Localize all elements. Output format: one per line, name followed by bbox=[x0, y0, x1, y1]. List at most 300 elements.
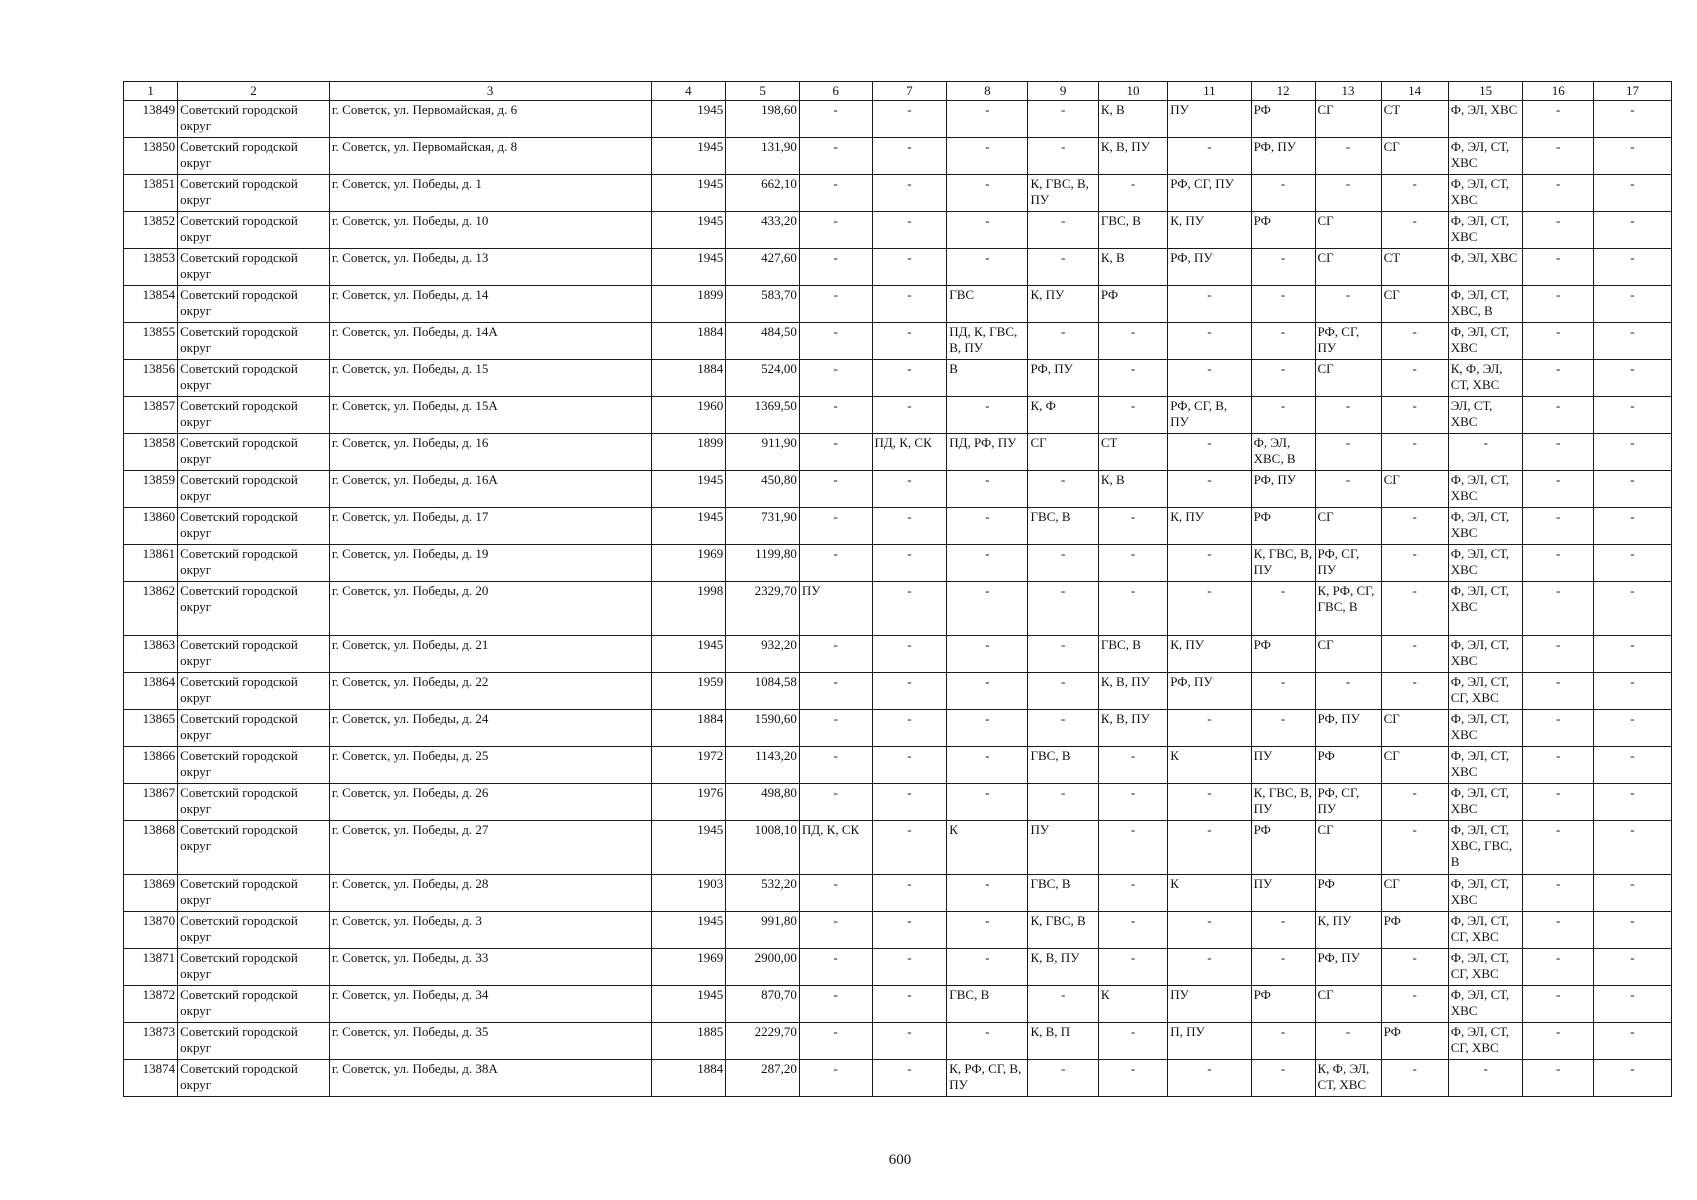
column-number-row bbox=[124, 82, 1672, 101]
cell-year: 1945 bbox=[651, 821, 726, 875]
cell-col-16: - bbox=[1523, 949, 1593, 986]
cell-municipality: Советский городской округ bbox=[178, 747, 330, 784]
cell-col-9: - bbox=[1028, 249, 1098, 286]
column-number-12: 12 bbox=[1251, 82, 1315, 101]
cell-year: 1945 bbox=[651, 175, 726, 212]
table-row bbox=[124, 912, 1672, 949]
cell-col-16: - bbox=[1523, 986, 1593, 1023]
cell-col-16: - bbox=[1523, 875, 1593, 912]
cell-year: 1969 bbox=[651, 545, 726, 582]
cell-col-13: СГ bbox=[1315, 101, 1381, 138]
cell-col-8: ПД, РФ, ПУ bbox=[947, 434, 1028, 471]
cell-address: г. Советск, ул. Победы, д. 20 bbox=[329, 582, 651, 636]
cell-col-7: - bbox=[872, 471, 947, 508]
cell-area: 433,20 bbox=[726, 212, 800, 249]
cell-col-17: - bbox=[1593, 949, 1671, 986]
cell-address: г. Советск, ул. Победы, д. 14А bbox=[329, 323, 651, 360]
cell-col-6: - bbox=[799, 212, 872, 249]
cell-col-13: РФ, СГ, ПУ bbox=[1315, 784, 1381, 821]
cell-col-16: - bbox=[1523, 1023, 1593, 1060]
housing-register-table bbox=[123, 81, 1672, 1097]
cell-col-8: - bbox=[947, 673, 1028, 710]
cell-year: 1959 bbox=[651, 673, 726, 710]
cell-col-12: Ф, ЭЛ, ХВС, В bbox=[1251, 434, 1315, 471]
cell-address: г. Советск, ул. Победы, д. 14 bbox=[329, 286, 651, 323]
cell-col-14: СГ bbox=[1381, 875, 1448, 912]
cell-col-17: - bbox=[1593, 434, 1671, 471]
cell-record-number: 13874 bbox=[124, 1060, 178, 1097]
cell-col-13: - bbox=[1315, 175, 1381, 212]
cell-record-number: 13856 bbox=[124, 360, 178, 397]
cell-municipality: Советский городской округ bbox=[178, 212, 330, 249]
cell-year: 1884 bbox=[651, 710, 726, 747]
cell-area: 1369,50 bbox=[726, 397, 800, 434]
cell-col-7: - bbox=[872, 138, 947, 175]
cell-col-6: - bbox=[799, 286, 872, 323]
cell-year: 1945 bbox=[651, 471, 726, 508]
cell-col-8: - bbox=[947, 784, 1028, 821]
table-row bbox=[124, 582, 1672, 636]
cell-col-14: - bbox=[1381, 212, 1448, 249]
cell-area: 2229,70 bbox=[726, 1023, 800, 1060]
cell-area: 932,20 bbox=[726, 636, 800, 673]
cell-col-9: РФ, ПУ bbox=[1028, 360, 1098, 397]
cell-col-7: - bbox=[872, 175, 947, 212]
table-row bbox=[124, 710, 1672, 747]
cell-col-11: К, ПУ bbox=[1168, 636, 1251, 673]
cell-year: 1885 bbox=[651, 1023, 726, 1060]
column-number-1: 1 bbox=[124, 82, 178, 101]
cell-col-17: - bbox=[1593, 1023, 1671, 1060]
cell-col-11: РФ, ПУ bbox=[1168, 249, 1251, 286]
cell-col-16: - bbox=[1523, 323, 1593, 360]
cell-col-8: - bbox=[947, 545, 1028, 582]
cell-col-11: К bbox=[1168, 875, 1251, 912]
cell-col-12: - bbox=[1251, 949, 1315, 986]
cell-col-9: - bbox=[1028, 784, 1098, 821]
cell-col-15: К, Ф, ЭЛ, СТ, ХВС bbox=[1448, 360, 1523, 397]
cell-col-15: Ф, ЭЛ, СТ, ХВС bbox=[1448, 784, 1523, 821]
cell-col-8: - bbox=[947, 710, 1028, 747]
cell-col-8: - bbox=[947, 912, 1028, 949]
cell-col-13: РФ bbox=[1315, 875, 1381, 912]
cell-col-9: - bbox=[1028, 1060, 1098, 1097]
cell-col-10: - bbox=[1098, 912, 1167, 949]
cell-record-number: 13859 bbox=[124, 471, 178, 508]
cell-col-6: - bbox=[799, 636, 872, 673]
table-row bbox=[124, 249, 1672, 286]
cell-col-13: РФ, ПУ bbox=[1315, 710, 1381, 747]
cell-col-10: К, В bbox=[1098, 101, 1167, 138]
cell-address: г. Советск, ул. Победы, д. 34 bbox=[329, 986, 651, 1023]
cell-col-10: - bbox=[1098, 582, 1167, 636]
cell-municipality: Советский городской округ bbox=[178, 949, 330, 986]
cell-col-13: СГ bbox=[1315, 360, 1381, 397]
column-number-9: 9 bbox=[1028, 82, 1098, 101]
cell-col-10: К, В bbox=[1098, 471, 1167, 508]
cell-address: г. Советск, ул. Победы, д. 15 bbox=[329, 360, 651, 397]
cell-col-15: Ф, ЭЛ, СТ, ХВС bbox=[1448, 545, 1523, 582]
cell-col-12: - bbox=[1251, 323, 1315, 360]
cell-col-17: - bbox=[1593, 1060, 1671, 1097]
cell-col-7: - bbox=[872, 101, 947, 138]
cell-col-14: - bbox=[1381, 821, 1448, 875]
cell-year: 1903 bbox=[651, 875, 726, 912]
cell-col-10: - bbox=[1098, 1060, 1167, 1097]
cell-col-14: РФ bbox=[1381, 1023, 1448, 1060]
cell-col-12: РФ bbox=[1251, 986, 1315, 1023]
cell-col-12: - bbox=[1251, 1060, 1315, 1097]
cell-col-6: - bbox=[799, 747, 872, 784]
cell-col-17: - bbox=[1593, 821, 1671, 875]
cell-col-13: К, Ф, ЭЛ, СТ, ХВС bbox=[1315, 1060, 1381, 1097]
cell-col-10: - bbox=[1098, 360, 1167, 397]
cell-col-9: ГВС, В bbox=[1028, 875, 1098, 912]
table-row bbox=[124, 508, 1672, 545]
cell-col-14: СГ bbox=[1381, 138, 1448, 175]
cell-col-10: ГВС, В bbox=[1098, 212, 1167, 249]
cell-address: г. Советск, ул. Победы, д. 21 bbox=[329, 636, 651, 673]
cell-col-17: - bbox=[1593, 360, 1671, 397]
cell-municipality: Советский городской округ bbox=[178, 101, 330, 138]
cell-col-7: - bbox=[872, 747, 947, 784]
cell-col-6: - bbox=[799, 360, 872, 397]
cell-col-8: ГВС, В bbox=[947, 986, 1028, 1023]
cell-record-number: 13872 bbox=[124, 986, 178, 1023]
cell-municipality: Советский городской округ bbox=[178, 784, 330, 821]
cell-municipality: Советский городской округ bbox=[178, 434, 330, 471]
cell-col-6: - bbox=[799, 434, 872, 471]
cell-col-6: - bbox=[799, 101, 872, 138]
cell-col-13: - bbox=[1315, 471, 1381, 508]
cell-col-7: - bbox=[872, 249, 947, 286]
cell-col-11: - bbox=[1168, 434, 1251, 471]
column-number-8: 8 bbox=[947, 82, 1028, 101]
cell-col-8: - bbox=[947, 249, 1028, 286]
cell-col-10: К bbox=[1098, 986, 1167, 1023]
cell-col-9: - bbox=[1028, 545, 1098, 582]
cell-address: г. Советск, ул. Победы, д. 15А bbox=[329, 397, 651, 434]
cell-col-17: - bbox=[1593, 545, 1671, 582]
cell-col-11: - bbox=[1168, 582, 1251, 636]
cell-record-number: 13849 bbox=[124, 101, 178, 138]
cell-col-10: - bbox=[1098, 175, 1167, 212]
cell-address: г. Советск, ул. Победы, д. 13 bbox=[329, 249, 651, 286]
cell-col-16: - bbox=[1523, 101, 1593, 138]
cell-year: 1969 bbox=[651, 949, 726, 986]
cell-col-15: Ф, ЭЛ, СТ, ХВС bbox=[1448, 710, 1523, 747]
cell-col-12: - bbox=[1251, 710, 1315, 747]
cell-col-11: - bbox=[1168, 1060, 1251, 1097]
cell-col-13: СГ bbox=[1315, 636, 1381, 673]
cell-address: г. Советск, ул. Победы, д. 16 bbox=[329, 434, 651, 471]
cell-col-16: - bbox=[1523, 710, 1593, 747]
cell-col-7: - bbox=[872, 710, 947, 747]
cell-col-6: ПУ bbox=[799, 582, 872, 636]
cell-col-17: - bbox=[1593, 508, 1671, 545]
cell-col-12: ПУ bbox=[1251, 747, 1315, 784]
table-row bbox=[124, 784, 1672, 821]
cell-col-15: Ф, ЭЛ, СТ, СГ, ХВС bbox=[1448, 1023, 1523, 1060]
cell-col-8: - bbox=[947, 471, 1028, 508]
cell-col-9: - bbox=[1028, 582, 1098, 636]
cell-col-14: СГ bbox=[1381, 710, 1448, 747]
cell-area: 532,20 bbox=[726, 875, 800, 912]
cell-area: 1199,80 bbox=[726, 545, 800, 582]
cell-col-17: - bbox=[1593, 912, 1671, 949]
cell-address: г. Советск, ул. Победы, д. 28 bbox=[329, 875, 651, 912]
cell-area: 731,90 bbox=[726, 508, 800, 545]
cell-col-15: Ф, ЭЛ, СТ, ХВС bbox=[1448, 323, 1523, 360]
cell-col-16: - bbox=[1523, 286, 1593, 323]
cell-col-13: - bbox=[1315, 673, 1381, 710]
table-row bbox=[124, 821, 1672, 875]
column-number-16: 16 bbox=[1523, 82, 1593, 101]
cell-address: г. Советск, ул. Победы, д. 25 bbox=[329, 747, 651, 784]
cell-col-9: - bbox=[1028, 673, 1098, 710]
cell-address: г. Советск, ул. Победы, д. 3 bbox=[329, 912, 651, 949]
table-row bbox=[124, 397, 1672, 434]
cell-col-14: РФ bbox=[1381, 912, 1448, 949]
cell-col-7: - bbox=[872, 212, 947, 249]
cell-record-number: 13866 bbox=[124, 747, 178, 784]
cell-col-17: - bbox=[1593, 175, 1671, 212]
cell-area: 662,10 bbox=[726, 175, 800, 212]
cell-col-12: РФ bbox=[1251, 212, 1315, 249]
cell-record-number: 13854 bbox=[124, 286, 178, 323]
column-number-14: 14 bbox=[1381, 82, 1448, 101]
cell-col-6: - bbox=[799, 1023, 872, 1060]
cell-municipality: Советский городской округ bbox=[178, 821, 330, 875]
table-row bbox=[124, 434, 1672, 471]
cell-col-13: СГ bbox=[1315, 986, 1381, 1023]
cell-col-16: - bbox=[1523, 784, 1593, 821]
cell-col-14: - bbox=[1381, 1060, 1448, 1097]
cell-col-13: СГ bbox=[1315, 249, 1381, 286]
cell-col-12: - bbox=[1251, 360, 1315, 397]
cell-col-13: РФ, СГ, ПУ bbox=[1315, 323, 1381, 360]
cell-year: 1945 bbox=[651, 912, 726, 949]
column-number-17: 17 bbox=[1593, 82, 1671, 101]
cell-col-12: РФ, ПУ bbox=[1251, 138, 1315, 175]
cell-col-15: Ф, ЭЛ, СТ, ХВС bbox=[1448, 138, 1523, 175]
cell-col-14: - bbox=[1381, 175, 1448, 212]
cell-col-7: - bbox=[872, 1060, 947, 1097]
table-row bbox=[124, 673, 1672, 710]
cell-col-16: - bbox=[1523, 747, 1593, 784]
cell-year: 1945 bbox=[651, 249, 726, 286]
cell-col-12: - bbox=[1251, 249, 1315, 286]
cell-col-11: - bbox=[1168, 784, 1251, 821]
cell-col-7: - bbox=[872, 397, 947, 434]
cell-col-14: - bbox=[1381, 949, 1448, 986]
cell-col-15: Ф, ЭЛ, СТ, ХВС, В bbox=[1448, 286, 1523, 323]
cell-col-7: - bbox=[872, 1023, 947, 1060]
cell-col-9: К, В, ПУ bbox=[1028, 949, 1098, 986]
cell-address: г. Советск, ул. Первомайская, д. 6 bbox=[329, 101, 651, 138]
cell-address: г. Советск, ул. Победы, д. 27 bbox=[329, 821, 651, 875]
cell-col-10: - bbox=[1098, 323, 1167, 360]
cell-col-16: - bbox=[1523, 212, 1593, 249]
cell-col-8: - bbox=[947, 949, 1028, 986]
table-row bbox=[124, 101, 1672, 138]
cell-area: 450,80 bbox=[726, 471, 800, 508]
cell-col-10: - bbox=[1098, 397, 1167, 434]
cell-col-14: СГ bbox=[1381, 286, 1448, 323]
table-row bbox=[124, 1023, 1672, 1060]
column-number-10: 10 bbox=[1098, 82, 1167, 101]
cell-col-17: - bbox=[1593, 875, 1671, 912]
cell-col-12: - bbox=[1251, 673, 1315, 710]
cell-col-8: - bbox=[947, 138, 1028, 175]
cell-col-6: - bbox=[799, 673, 872, 710]
table-row bbox=[124, 212, 1672, 249]
cell-address: г. Советск, ул. Победы, д. 1 bbox=[329, 175, 651, 212]
cell-record-number: 13861 bbox=[124, 545, 178, 582]
cell-col-13: К, ПУ bbox=[1315, 912, 1381, 949]
cell-col-11: РФ, СГ, ПУ bbox=[1168, 175, 1251, 212]
cell-col-12: РФ bbox=[1251, 508, 1315, 545]
cell-col-7: - bbox=[872, 912, 947, 949]
cell-col-13: - bbox=[1315, 434, 1381, 471]
cell-record-number: 13860 bbox=[124, 508, 178, 545]
cell-col-15: Ф, ЭЛ, СТ, ХВС, ГВС, В bbox=[1448, 821, 1523, 875]
cell-col-14: - bbox=[1381, 434, 1448, 471]
cell-municipality: Советский городской округ bbox=[178, 673, 330, 710]
cell-col-14: - bbox=[1381, 673, 1448, 710]
cell-col-7: ПД, К, СК bbox=[872, 434, 947, 471]
cell-col-13: СГ bbox=[1315, 821, 1381, 875]
cell-municipality: Советский городской округ bbox=[178, 397, 330, 434]
cell-col-7: - bbox=[872, 286, 947, 323]
cell-col-13: - bbox=[1315, 1023, 1381, 1060]
column-number-2: 2 bbox=[178, 82, 330, 101]
cell-col-15: Ф, ЭЛ, СТ, ХВС bbox=[1448, 636, 1523, 673]
cell-col-9: К, ПУ bbox=[1028, 286, 1098, 323]
cell-record-number: 13858 bbox=[124, 434, 178, 471]
cell-record-number: 13852 bbox=[124, 212, 178, 249]
cell-col-7: - bbox=[872, 949, 947, 986]
cell-col-6: - bbox=[799, 912, 872, 949]
cell-col-17: - bbox=[1593, 249, 1671, 286]
cell-col-9: ПУ bbox=[1028, 821, 1098, 875]
cell-address: г. Советск, ул. Победы, д. 17 bbox=[329, 508, 651, 545]
cell-record-number: 13865 bbox=[124, 710, 178, 747]
cell-address: г. Советск, ул. Победы, д. 16А bbox=[329, 471, 651, 508]
cell-col-16: - bbox=[1523, 471, 1593, 508]
cell-col-13: - bbox=[1315, 286, 1381, 323]
table-row bbox=[124, 1060, 1672, 1097]
cell-year: 1884 bbox=[651, 1060, 726, 1097]
column-number-7: 7 bbox=[872, 82, 947, 101]
cell-year: 1998 bbox=[651, 582, 726, 636]
cell-col-14: СГ bbox=[1381, 471, 1448, 508]
cell-col-7: - bbox=[872, 508, 947, 545]
cell-col-13: - bbox=[1315, 138, 1381, 175]
cell-municipality: Советский городской округ bbox=[178, 875, 330, 912]
cell-municipality: Советский городской округ bbox=[178, 138, 330, 175]
cell-record-number: 13871 bbox=[124, 949, 178, 986]
cell-col-6: - bbox=[799, 471, 872, 508]
cell-col-17: - bbox=[1593, 636, 1671, 673]
cell-col-14: - bbox=[1381, 508, 1448, 545]
cell-col-14: - bbox=[1381, 323, 1448, 360]
cell-col-6: - bbox=[799, 138, 872, 175]
cell-col-15: Ф, ЭЛ, СТ, ХВС bbox=[1448, 508, 1523, 545]
cell-col-13: РФ, ПУ bbox=[1315, 949, 1381, 986]
cell-year: 1960 bbox=[651, 397, 726, 434]
cell-col-14: СТ bbox=[1381, 249, 1448, 286]
cell-area: 198,60 bbox=[726, 101, 800, 138]
cell-col-16: - bbox=[1523, 545, 1593, 582]
cell-col-11: - bbox=[1168, 286, 1251, 323]
cell-municipality: Советский городской округ bbox=[178, 175, 330, 212]
cell-municipality: Советский городской округ bbox=[178, 986, 330, 1023]
cell-col-12: РФ bbox=[1251, 636, 1315, 673]
cell-col-17: - bbox=[1593, 138, 1671, 175]
cell-col-7: - bbox=[872, 986, 947, 1023]
cell-col-17: - bbox=[1593, 397, 1671, 434]
cell-col-13: РФ, СГ, ПУ bbox=[1315, 545, 1381, 582]
cell-col-9: ГВС, В bbox=[1028, 508, 1098, 545]
cell-municipality: Советский городской округ bbox=[178, 1023, 330, 1060]
cell-year: 1945 bbox=[651, 636, 726, 673]
cell-col-10: - bbox=[1098, 545, 1167, 582]
cell-col-9: - bbox=[1028, 138, 1098, 175]
cell-col-16: - bbox=[1523, 582, 1593, 636]
cell-col-8: - bbox=[947, 397, 1028, 434]
cell-area: 870,70 bbox=[726, 986, 800, 1023]
cell-col-16: - bbox=[1523, 636, 1593, 673]
cell-col-11: ПУ bbox=[1168, 986, 1251, 1023]
cell-col-17: - bbox=[1593, 471, 1671, 508]
cell-col-15: Ф, ЭЛ, СТ, ХВС bbox=[1448, 875, 1523, 912]
cell-col-7: - bbox=[872, 784, 947, 821]
cell-col-15: Ф, ЭЛ, ХВС bbox=[1448, 101, 1523, 138]
cell-col-11: РФ, СГ, В, ПУ bbox=[1168, 397, 1251, 434]
cell-col-12: РФ, ПУ bbox=[1251, 471, 1315, 508]
cell-col-15: Ф, ЭЛ, СТ, СГ, ХВС bbox=[1448, 673, 1523, 710]
cell-municipality: Советский городской округ bbox=[178, 323, 330, 360]
cell-col-10: СТ bbox=[1098, 434, 1167, 471]
cell-col-10: - bbox=[1098, 949, 1167, 986]
table-row bbox=[124, 175, 1672, 212]
cell-col-8: - bbox=[947, 508, 1028, 545]
cell-col-12: РФ bbox=[1251, 821, 1315, 875]
cell-record-number: 13850 bbox=[124, 138, 178, 175]
cell-year: 1945 bbox=[651, 101, 726, 138]
cell-col-12: ПУ bbox=[1251, 875, 1315, 912]
cell-col-9: - bbox=[1028, 710, 1098, 747]
cell-col-7: - bbox=[872, 323, 947, 360]
cell-area: 484,50 bbox=[726, 323, 800, 360]
cell-area: 2900,00 bbox=[726, 949, 800, 986]
cell-record-number: 13867 bbox=[124, 784, 178, 821]
cell-col-12: - bbox=[1251, 286, 1315, 323]
cell-col-6: - bbox=[799, 875, 872, 912]
column-number-15: 15 bbox=[1448, 82, 1523, 101]
cell-area: 1143,20 bbox=[726, 747, 800, 784]
cell-col-10: К, В bbox=[1098, 249, 1167, 286]
cell-municipality: Советский городской округ bbox=[178, 360, 330, 397]
page-number: 600 bbox=[888, 1152, 912, 1168]
cell-col-15: Ф, ЭЛ, СТ, ХВС bbox=[1448, 986, 1523, 1023]
cell-col-15: Ф, ЭЛ, ХВС bbox=[1448, 249, 1523, 286]
cell-address: г. Советск, ул. Победы, д. 38А bbox=[329, 1060, 651, 1097]
cell-col-16: - bbox=[1523, 821, 1593, 875]
cell-col-11: К, ПУ bbox=[1168, 508, 1251, 545]
cell-col-16: - bbox=[1523, 434, 1593, 471]
